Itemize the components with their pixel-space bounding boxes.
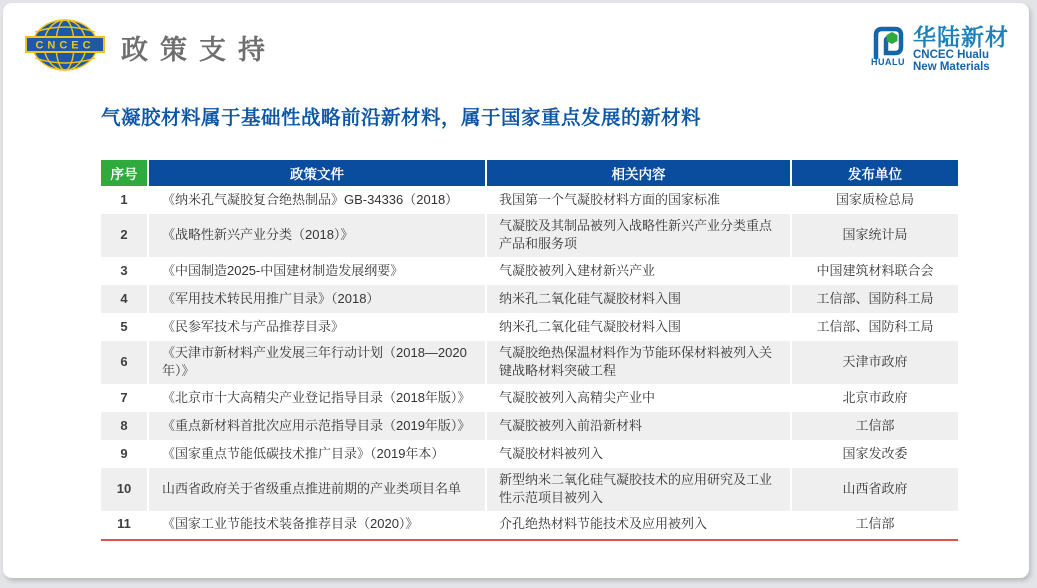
cell-content: 气凝胶被列入高精尖产业中 <box>485 384 790 412</box>
policy-table <box>101 160 958 541</box>
hualu-name-en2: New Materials <box>913 61 990 74</box>
cell-no: 3 <box>120 262 128 278</box>
cell-content: 气凝胶被列入建材新兴产业 <box>485 257 790 285</box>
cell-policy: 《战略性新兴产业分类（2018）》 <box>147 214 485 257</box>
hualu-glyph-icon <box>870 25 906 67</box>
cell-policy: 《天津市新材料产业发展三年行动计划（2018—2020年）》 <box>147 341 485 384</box>
table-row <box>101 257 958 285</box>
cell-policy: 《民参军技术与产品推荐目录》 <box>147 313 485 341</box>
cell-content: 纳米孔二氧化硅气凝胶材料入围 <box>485 285 790 313</box>
slide-header <box>25 17 277 78</box>
cell-pub: 国家发改委 <box>790 440 958 468</box>
table-row <box>101 186 958 214</box>
cell-pub: 工信部 <box>790 412 958 440</box>
table-header-row <box>101 160 958 186</box>
table-row <box>101 285 958 313</box>
cell-policy: 《纳米孔气凝胶复合绝热制品》GB-34336（2018） <box>147 186 485 214</box>
cell-pub: 国家统计局 <box>790 214 958 257</box>
cell-pub: 天津市政府 <box>790 341 958 384</box>
cell-pub: 中国建筑材料联合会 <box>790 257 958 285</box>
cell-content: 气凝胶绝热保温材料作为节能环保材料被列入关键战略材料突破工程 <box>485 341 790 384</box>
cell-no: 2 <box>101 214 147 257</box>
cell-policy: 山西省政府关于省级重点推进前期的产业类项目名单 <box>147 468 485 511</box>
cell-content: 气凝胶被列入前沿新材料 <box>485 412 790 440</box>
cell-no: 8 <box>101 412 147 440</box>
cell-pub: 山西省政府 <box>790 468 958 511</box>
cell-no: 5 <box>120 318 128 334</box>
table-row <box>101 384 958 412</box>
cell-content: 介孔绝热材料节能技术及应用被列入 <box>485 511 790 539</box>
cell-pub: 工信部、国防科工局 <box>790 313 958 341</box>
cell-no: 7 <box>120 389 128 405</box>
cell-policy: 《国家工业节能技术装备推荐目录（2020）》 <box>147 511 485 539</box>
table-row <box>101 313 958 341</box>
cell-content: 我国第一个气凝胶材料方面的国家标准 <box>485 186 790 214</box>
cell-policy: 《重点新材料首批次应用示范指导目录（2019年版）》 <box>147 412 485 440</box>
column-header-content: 相关内容 <box>485 160 790 186</box>
hualu-word: HUALU <box>871 57 905 67</box>
cell-content: 新型纳米二氧化硅气凝胶技术的应用研究及工业性示范项目被列入 <box>485 468 790 511</box>
table-row <box>101 440 958 468</box>
cncec-globe-logo-icon <box>25 17 105 78</box>
hualu-name-en1: CNCEC Hualu <box>913 49 990 62</box>
cell-no: 6 <box>101 341 147 384</box>
slide-card <box>3 3 1029 578</box>
table-row <box>101 511 958 539</box>
cell-pub: 北京市政府 <box>790 384 958 412</box>
hualu-logo <box>870 25 1009 73</box>
cell-content: 气凝胶及其制品被列入战略性新兴产业分类重点产品和服务项 <box>485 214 790 257</box>
cell-pub: 国家质检总局 <box>790 186 958 214</box>
table-row <box>101 468 958 511</box>
cell-policy: 《国家重点节能低碳技术推广目录》（2019年本） <box>147 440 485 468</box>
cell-policy: 《中国制造2025-中国建材制造发展纲要》 <box>147 257 485 285</box>
cell-no: 10 <box>101 468 147 511</box>
cell-no: 11 <box>117 516 131 532</box>
cell-content: 气凝胶材料被列入 <box>485 440 790 468</box>
cell-policy: 《北京市十大高精尖产业登记指导目录（2018年版）》 <box>147 384 485 412</box>
column-header-publisher: 发布单位 <box>790 160 958 186</box>
cell-no: 1 <box>120 191 128 207</box>
table-row <box>101 341 958 384</box>
cell-policy: 《军用技术转民用推广目录》（2018） <box>147 285 485 313</box>
cell-content: 纳米孔二氧化硅气凝胶材料入围 <box>485 313 790 341</box>
column-header-policy: 政策文件 <box>147 160 485 186</box>
table-row <box>101 412 958 440</box>
table-body <box>101 186 958 539</box>
table-row <box>101 214 958 257</box>
section-title: 政策支持 <box>121 35 277 66</box>
column-header-no: 序号 <box>101 160 147 186</box>
cell-pub: 工信部、国防科工局 <box>790 285 958 313</box>
cell-no: 4 <box>101 285 147 313</box>
cell-pub: 工信部 <box>790 511 958 539</box>
svg-text:CNCEC: CNCEC <box>35 39 95 52</box>
hualu-name-cn: 华陆新材 <box>913 24 1009 50</box>
page-title: 气凝胶材料属于基础性战略前沿新材料，属于国家重点发展的新材料 <box>101 107 702 129</box>
cell-no: 9 <box>120 445 128 461</box>
hualu-text <box>913 25 1009 73</box>
